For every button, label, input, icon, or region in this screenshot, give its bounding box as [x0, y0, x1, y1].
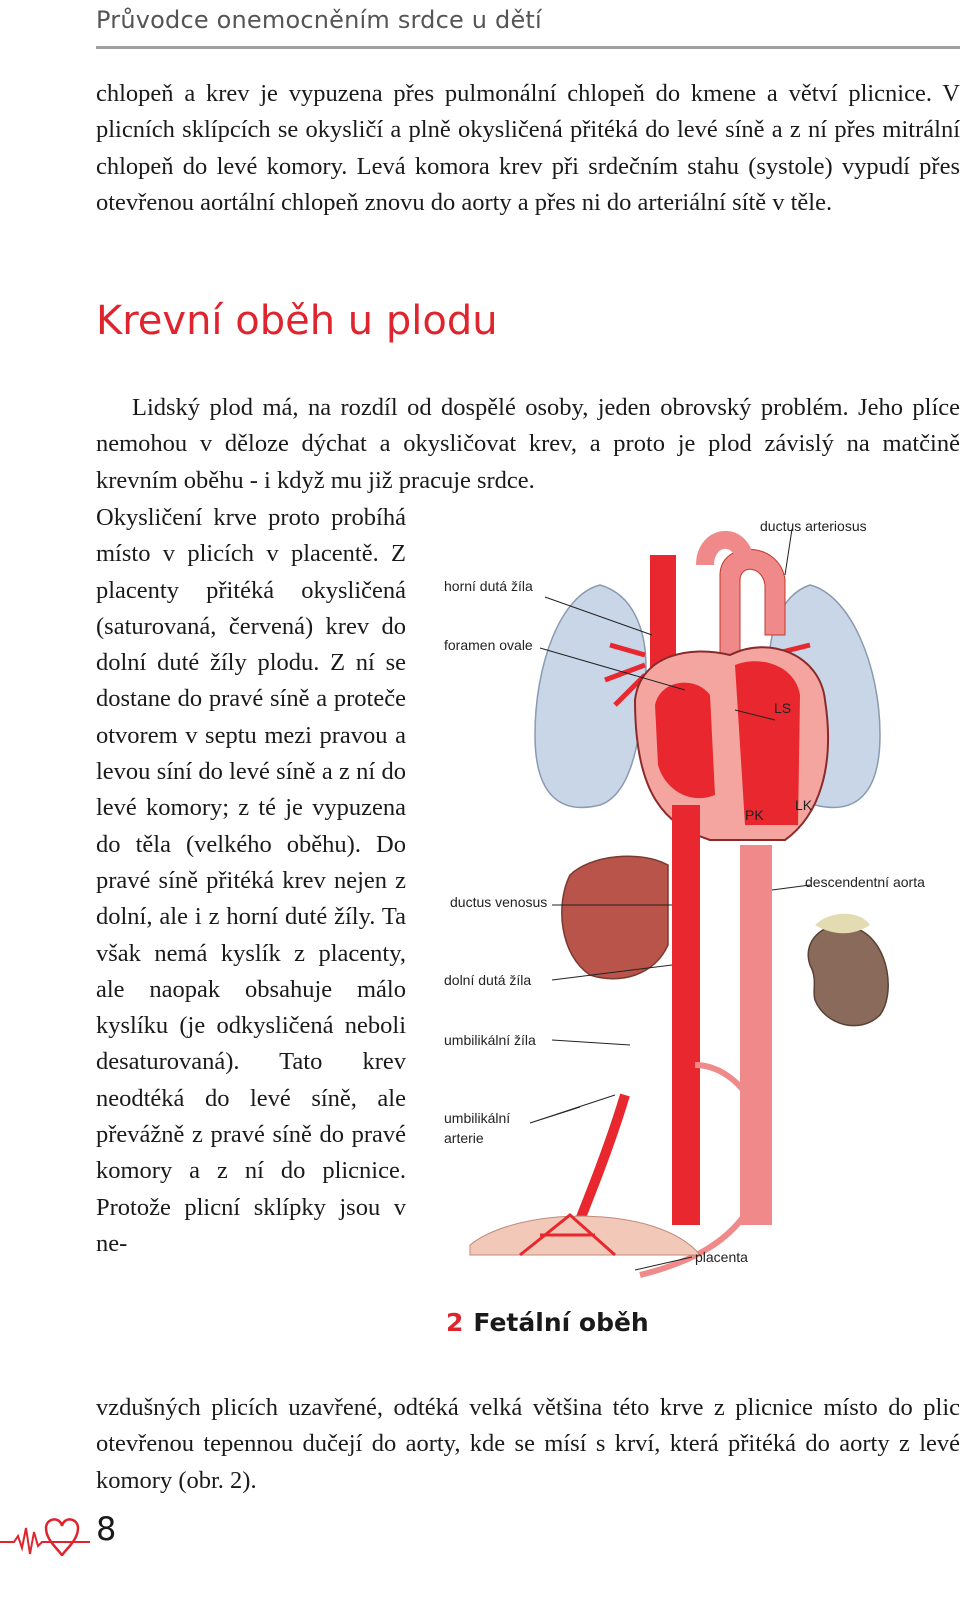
header-divider: [96, 46, 960, 49]
label-placenta: placenta: [695, 1249, 748, 1265]
fetal-circulation-figure: [440, 505, 960, 1315]
section-heading: Krevní oběh u plodu: [96, 298, 498, 344]
label-pk: PK: [745, 807, 764, 823]
label-dolni-duta-zila: dolní dutá žíla: [444, 972, 532, 988]
label-foramen-ovale: foramen ovale: [444, 637, 533, 653]
fetal-circulation-diagram: [440, 505, 960, 1315]
heartbeat-heart-icon: [0, 1508, 90, 1568]
label-umbilikalni-zila: umbilikální žíla: [444, 1032, 536, 1048]
label-umbilikalni-arterie-line1: umbilikální: [444, 1110, 511, 1126]
page-number: 8: [96, 1510, 117, 1548]
intro-paragraph: chlopeň a krev je vypuzena přes pulmonální chlopeň do kmene a větví plicnice. V plicních sklípcích se okysličí a plně okysličená přitéká do levé síně a z ní přes mitrální chlopeň do levé komory. Levá komora krev při srdečním stahu (systole) vypudí přes otevřenou aortální chlopeň znovu do aorty a přes ni do arteriální sítě v těle.: [96, 80, 960, 216]
label-umbilikalni-arterie-line2: arterie: [444, 1130, 484, 1146]
running-header-title: Průvodce onemocněním srdce u dětí: [96, 6, 542, 34]
descending-aorta: [740, 845, 772, 1225]
figure-caption-title: Fetální oběh: [473, 1308, 649, 1337]
running-header: [96, 2, 960, 50]
label-descendentni-aorta: descendentní aorta: [805, 874, 925, 890]
section-paragraph-1: [96, 390, 960, 499]
closing-paragraph: vzdušných plicích uzavřené, odtéká velká většina této krve z plicnice místo do plic otevřenou tepennou dučejí do aorty, kde se mísí s krví, která přitéká do aorty z levé komory (obr. 2).: [96, 1394, 960, 1494]
label-lk: LK: [795, 797, 813, 813]
figure-caption: [446, 1308, 649, 1337]
kidney-shape: [808, 925, 888, 1026]
left-lung-shape: [535, 585, 646, 807]
liver-shape: [562, 856, 668, 978]
label-ductus-venosus: ductus venosus: [450, 894, 548, 910]
page-footer: [0, 1508, 160, 1568]
left-heart-chambers: [735, 661, 800, 825]
figure-caption-number: 2: [446, 1308, 464, 1337]
label-ls: LS: [774, 700, 792, 716]
label-horni-duta-zila: horní dutá žíla: [444, 578, 533, 594]
section-paragraph-1-text: Lidský plod má, na rozdíl od dospělé osoby, jeden obrovský problém. Jeho plíce nemohou v děloze dýchat a okysličovat krev, a proto je plod závislý na matčině krevním oběhu - i když mu již pracuje srdce.: [96, 394, 960, 494]
section-column-text: Okysličení krve proto probíhá místo v plicích v placentě. Z placenty přitéká okysličená (saturovaná, červená) krev do dolní duté žíly plodu. Z ní se dostane do pravé síně a proteče otvorem v septu mezi pravou a levou síní do levé síně a z ní do levé komory; z té je vypuzena do těla (velkého oběhu). Do pravé síně přitéká krev nejen z dolní, ale i z horní duté žíly. Ta však nemá kyslík z placenty, ale naopak obsahuje málo kyslíku (je odkysličená neboli desaturovaná). Tato krev neodtéká do levé síně, ale převážně z pravé síně do pravé komory a z ní do plicnice. Protože plicní sklípky jsou v ne-: [96, 504, 406, 1257]
inferior-vena-cava: [672, 805, 700, 1225]
label-ductus-arteriosus: ductus arteriosus: [760, 518, 867, 534]
